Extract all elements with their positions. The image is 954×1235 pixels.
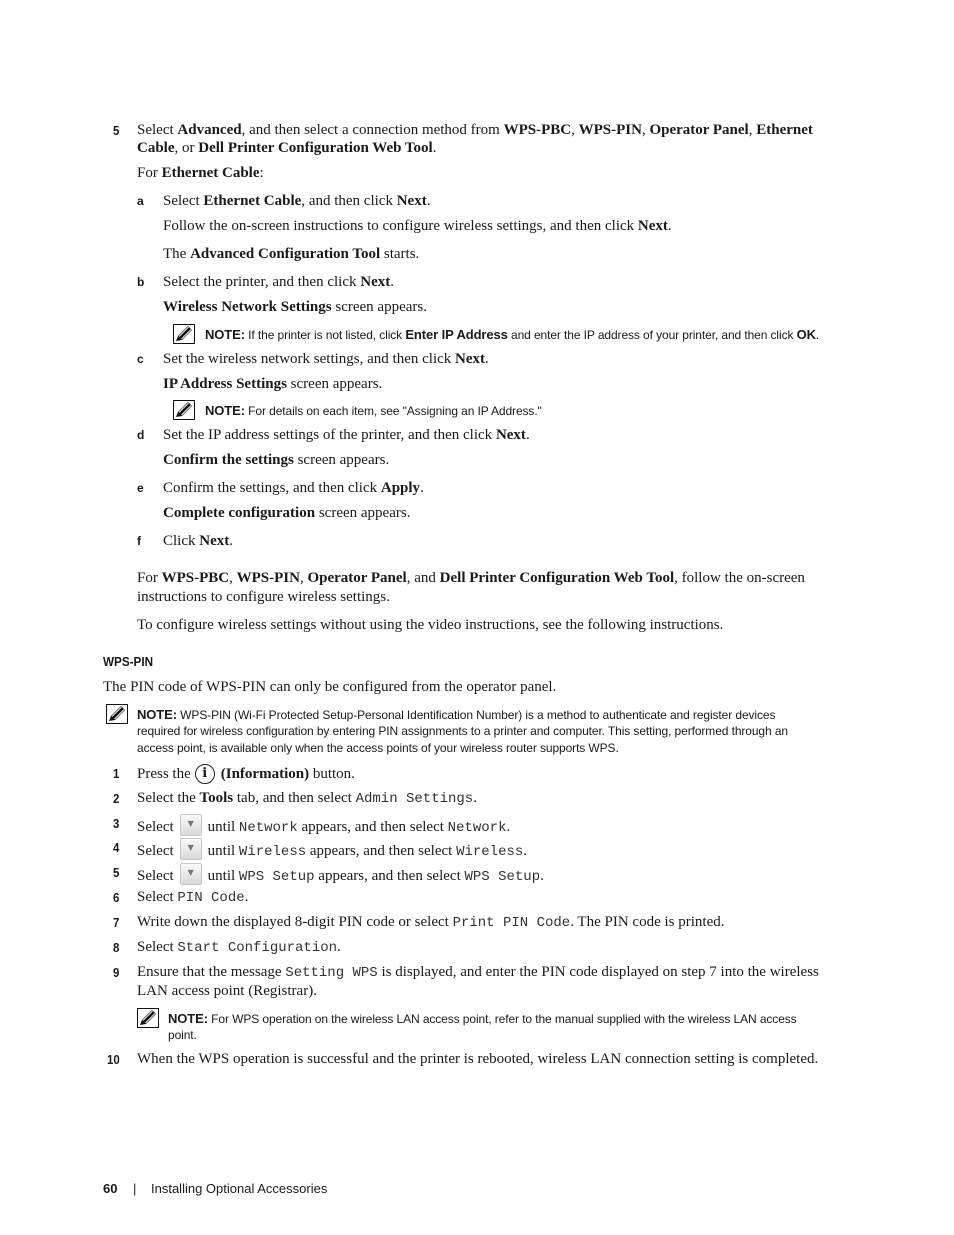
- for-wps-line2: instructions to configure wireless settings.: [137, 589, 390, 605]
- step5b-text: Select ▼ until WPS Setup appears, and then select WPS Setup.: [137, 863, 544, 887]
- down-arrow-button-icon: ▼: [180, 863, 202, 885]
- note-wps-access-point-line1: NOTE: For WPS operation on the wireless LAN access point, refer to the manual supplied with the wireless LAN access: [168, 1011, 797, 1026]
- substep-letter: c: [137, 352, 144, 366]
- note-pencil-icon: [106, 704, 128, 724]
- substep-d-line1: Set the IP address settings of the printer, and then click Next.: [163, 427, 530, 443]
- substep-f-line1: Click Next.: [163, 533, 233, 549]
- step-number: 2: [113, 791, 120, 806]
- substep-letter: f: [137, 534, 141, 548]
- substep-c-line2: IP Address Settings screen appears.: [163, 376, 383, 392]
- step-number: 6: [113, 890, 120, 905]
- step-number: 9: [113, 965, 120, 980]
- step9-line2: LAN access point (Registrar).: [137, 983, 317, 999]
- footer-section-title: Installing Optional Accessories: [151, 1181, 328, 1196]
- note-wps-pin-line3: access point, is available only when the access points of your wireless router supports WPS.: [137, 741, 619, 755]
- step-number: 4: [113, 840, 120, 855]
- for-ethernet-cable: For Ethernet Cable:: [137, 165, 264, 181]
- substep-a-line1: Select Ethernet Cable, and then click Next.: [163, 193, 431, 209]
- step7-text: Write down the displayed 8-digit PIN code or select Print PIN Code. The PIN code is printed.: [137, 914, 725, 931]
- for-wps-line1: For WPS-PBC, WPS-PIN, Operator Panel, and Dell Printer Configuration Web Tool, follow the on-screen: [137, 570, 805, 586]
- step-number: 8: [113, 940, 120, 955]
- note-if-not-listed: NOTE: If the printer is not listed, click Enter IP Address and enter the IP address of your printer, and then click OK.: [205, 327, 820, 342]
- note-pencil-icon: [173, 324, 195, 344]
- substep-e-line1: Confirm the settings, and then click Apply.: [163, 480, 424, 496]
- step6-text: Select PIN Code.: [137, 889, 249, 906]
- note-wps-pin-line1: NOTE: WPS-PIN (Wi-Fi Protected Setup-Personal Identification Number) is a method to authenticate and register devices: [137, 707, 776, 722]
- down-arrow-button-icon: ▼: [180, 814, 202, 836]
- substep-a-line2: Follow the on-screen instructions to configure wireless settings, and then click Next.: [163, 218, 672, 234]
- step-number: 7: [113, 915, 120, 930]
- page-number: 60: [103, 1181, 118, 1196]
- step-number: 1: [113, 766, 120, 781]
- step4-text: Select ▼ until Wireless appears, and then select Wireless.: [137, 838, 527, 862]
- note-pencil-icon: [173, 400, 195, 420]
- step8-text: Select Start Configuration.: [137, 939, 341, 956]
- step3-text: Select ▼ until Network appears, and then select Network.: [137, 814, 510, 838]
- substep-letter: b: [137, 275, 145, 289]
- footer-separator: |: [133, 1181, 137, 1196]
- step-number: 10: [107, 1052, 120, 1067]
- step-number: 5: [113, 123, 120, 138]
- step5-line2: Cable, or Dell Printer Configuration Web Tool.: [137, 140, 437, 156]
- substep-c-line1: Set the wireless network settings, and then click Next.: [163, 351, 489, 367]
- step-number: 3: [113, 816, 120, 831]
- substep-d-line2: Confirm the settings screen appears.: [163, 452, 390, 468]
- step10-text: When the WPS operation is successful and the printer is rebooted, wireless LAN connection setting is completed.: [137, 1051, 819, 1067]
- down-arrow-button-icon: ▼: [180, 838, 202, 860]
- step5-line1: Select Advanced, and then select a connection method from WPS-PBC, WPS-PIN, Operator Panel, Ethernet: [137, 122, 813, 138]
- substep-e-line2: Complete configuration screen appears.: [163, 505, 411, 521]
- step2-text: Select the Tools tab, and then select Admin Settings.: [137, 790, 477, 807]
- section-heading-wps-pin: WPS-PIN: [103, 654, 154, 669]
- substep-a-line3: The Advanced Configuration Tool starts.: [163, 246, 420, 262]
- substep-b-line1: Select the printer, and then click Next.: [163, 274, 394, 290]
- substep-letter: a: [137, 194, 144, 208]
- note-wps-pin-line2: required for wireless configuration by entering PIN assignments to a printer and computer. This setting, performed through an: [137, 724, 788, 738]
- step-number: 5: [113, 865, 120, 880]
- note-assigning-ip: NOTE: For details on each item, see "Assigning an IP Address.": [205, 403, 542, 418]
- substep-b-line2: Wireless Network Settings screen appears.: [163, 299, 427, 315]
- step1-text: Press the i (Information) button.: [137, 766, 355, 782]
- step9-line1: Ensure that the message Setting WPS is displayed, and enter the PIN code displayed on step 7 into the wireless: [137, 964, 819, 981]
- pin-intro: The PIN code of WPS-PIN can only be configured from the operator panel.: [103, 679, 557, 695]
- configure-without-video: To configure wireless settings without using the video instructions, see the following instructions.: [137, 617, 724, 633]
- note-pencil-icon: [137, 1008, 159, 1028]
- note-wps-access-point-line2: point.: [168, 1028, 197, 1042]
- substep-letter: d: [137, 428, 145, 442]
- information-icon: i: [195, 764, 215, 784]
- substep-letter: e: [137, 481, 144, 495]
